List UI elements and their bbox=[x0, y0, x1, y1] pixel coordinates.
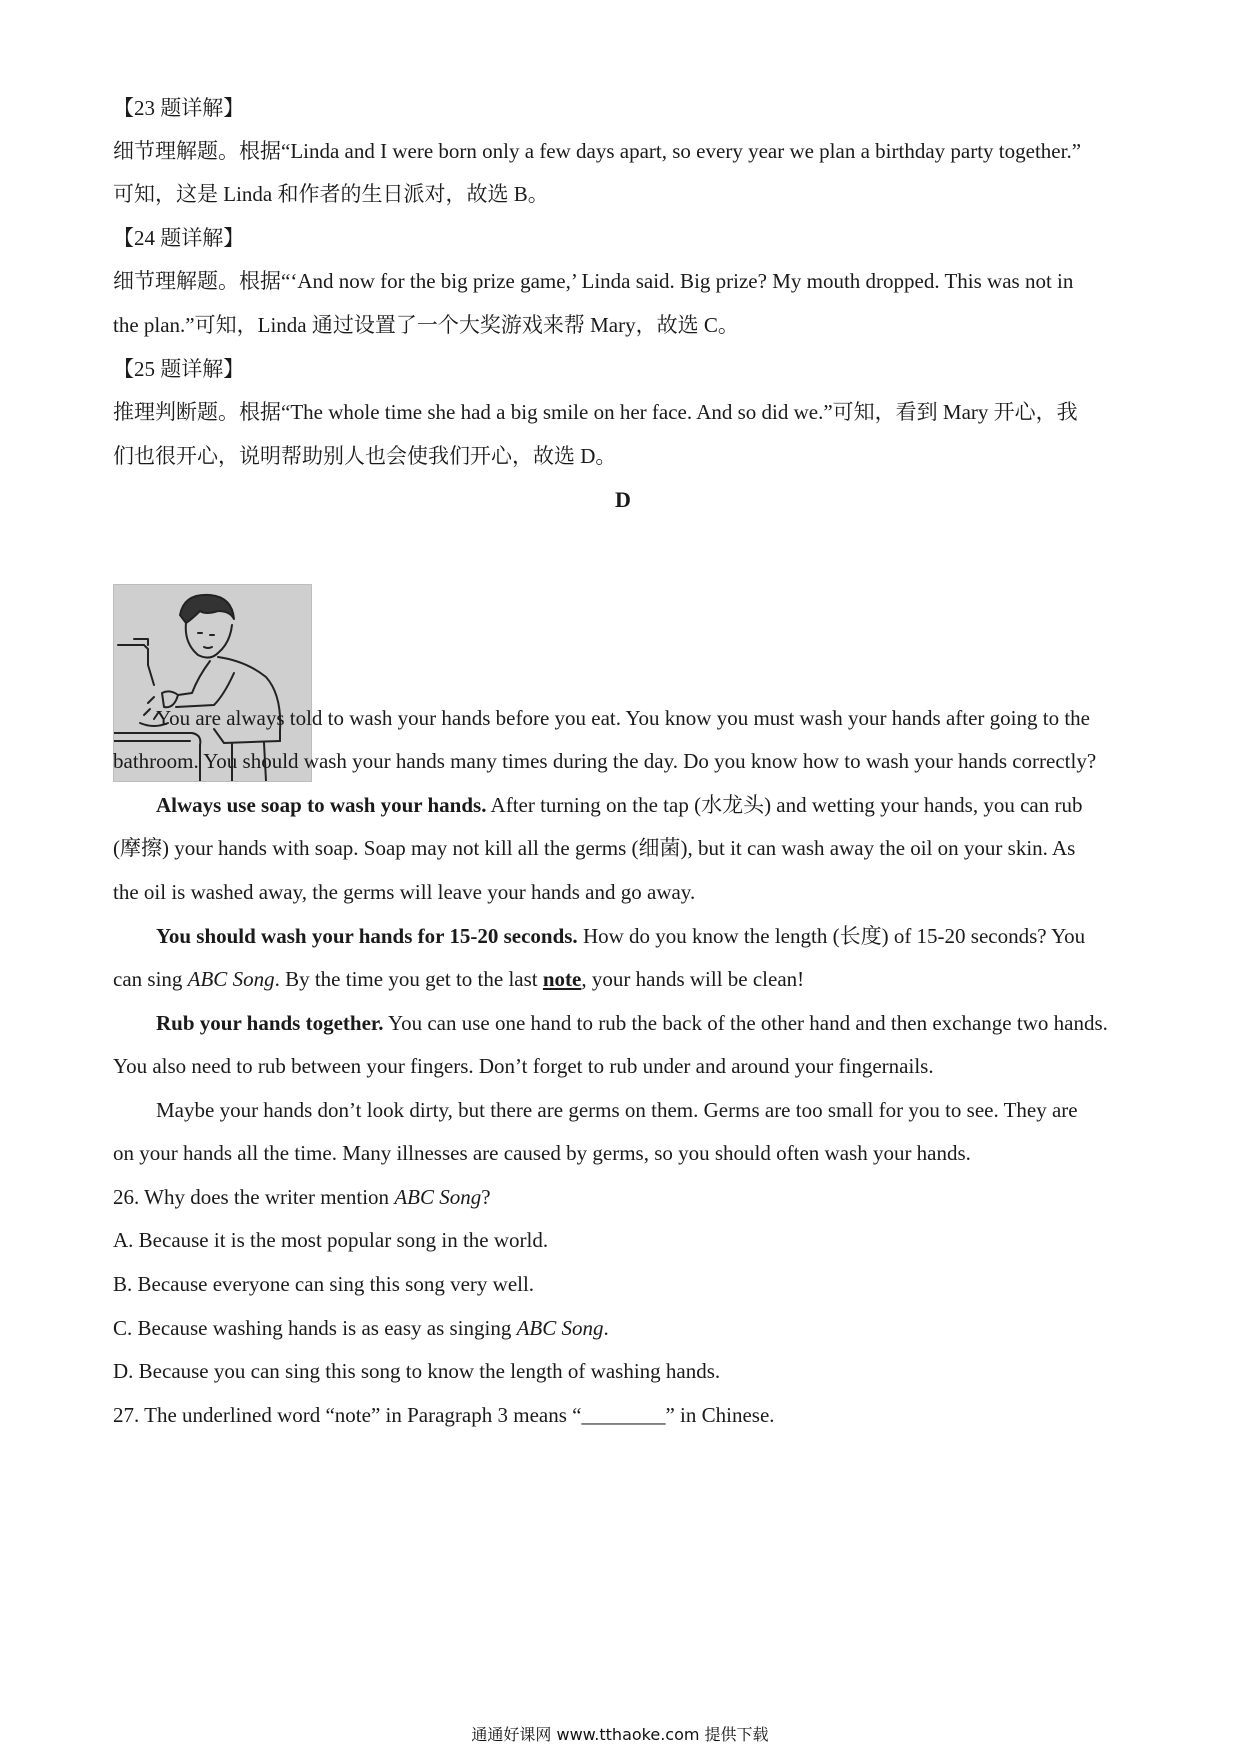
q24-heading: 【24 题详解】 bbox=[113, 226, 245, 250]
q26-option-c-song: ABC Song bbox=[516, 1316, 604, 1340]
q26-stem-a: 26. Why does the writer mention bbox=[113, 1185, 395, 1209]
q25-heading: 【25 题详解】 bbox=[113, 357, 245, 381]
p3-text-c: , your hands will be clean! bbox=[581, 967, 805, 991]
q26-option-d: D. Because you can sing this song to know the length of washing hands. bbox=[113, 1359, 721, 1383]
q25-line-2: 们也很开心，说明帮助别人也会使我们开心，故选 D。 bbox=[113, 444, 617, 468]
q26-option-c bbox=[113, 1316, 609, 1340]
passage-p2-line-3: the oil is washed away, the germs will leave your hands and go away. bbox=[113, 880, 696, 904]
q26-option-c-b: . bbox=[603, 1316, 609, 1340]
q23-line-2: 可知，这是 Linda 和作者的生日派对，故选 B。 bbox=[113, 182, 549, 206]
p3-text-b: . By the time you get to the last bbox=[274, 967, 543, 991]
p3-line-1-rest: How do you know the length (长度) of 15-20 seconds? You bbox=[577, 924, 1086, 948]
passage-p5-line-2: on your hands all the time. Many illnesses are caused by germs, so you should often wash your hands. bbox=[113, 1141, 971, 1165]
p4-topic-sentence: Rub your hands together. bbox=[156, 1011, 384, 1035]
q23-line-1: 细节理解题。根据“Linda and I were born only a few days apart, so every year we plan a birthday party together.” bbox=[113, 139, 1082, 163]
q26-song-title: ABC Song bbox=[394, 1185, 482, 1209]
q26-option-a: A. Because it is the most popular song in the world. bbox=[113, 1228, 549, 1252]
footer-source: 通通好课网 www.tthaoke.com 提供下载 bbox=[471, 1725, 769, 1744]
passage-p1-line-1: You are always told to wash your hands before you eat. You know you must wash your hands after going to the bbox=[156, 706, 1090, 730]
q24-line-2: the plan.”可知，Linda 通过设置了一个大奖游戏来帮 Mary，故选 C。 bbox=[113, 313, 739, 337]
q25-line-1: 推理判断题。根据“The whole time she had a big smile on her face. And so did we.”可知，看到 Mary 开心，我 bbox=[113, 400, 1078, 424]
passage-p2-line-1 bbox=[113, 793, 1083, 817]
p2-line-1-rest: After turning on the tap (水龙头) and wetting your hands, you can rub bbox=[486, 793, 1083, 817]
q26-option-b: B. Because everyone can sing this song very well. bbox=[113, 1272, 535, 1296]
q23-heading: 【23 题详解】 bbox=[113, 96, 245, 120]
passage-p1-line-2: bathroom. You should wash your hands many times during the day. Do you know how to wash your hands correctly? bbox=[113, 749, 1097, 773]
passage-p4-line-2: You also need to rub between your fingers. Don’t forget to rub under and around your fingernails. bbox=[113, 1054, 934, 1078]
abc-song-title: ABC Song bbox=[187, 967, 275, 991]
passage-p3-line-1 bbox=[113, 924, 1085, 948]
q26-option-c-a: C. Because washing hands is as easy as singing bbox=[113, 1316, 517, 1340]
section-title: D bbox=[615, 487, 631, 512]
q24-line-1: 细节理解题。根据“‘And now for the big prize game,’ Linda said. Big prize? My mouth dropped. This was not in bbox=[113, 269, 1074, 293]
q26-stem-b: ? bbox=[481, 1185, 491, 1209]
p4-line-1-rest: You can use one hand to rub the back of the other hand and then exchange two hands. bbox=[383, 1011, 1108, 1035]
p3-topic-sentence: You should wash your hands for 15-20 seconds. bbox=[156, 924, 578, 948]
passage-p4-line-1 bbox=[113, 1011, 1108, 1035]
p2-topic-sentence: Always use soap to wash your hands. bbox=[156, 793, 487, 817]
passage-p5-line-1: Maybe your hands don’t look dirty, but there are germs on them. Germs are too small for you to see. They are bbox=[156, 1098, 1078, 1122]
q26-stem bbox=[113, 1185, 491, 1209]
passage-p2-line-2: (摩擦) your hands with soap. Soap may not kill all the germs (细菌), but it can wash away the oil on your skin. As bbox=[113, 836, 1076, 860]
underlined-word-note: note bbox=[542, 967, 582, 991]
p3-text-a: can sing bbox=[113, 967, 188, 991]
q27-stem: 27. The underlined word “note” in Paragraph 3 means “________” in Chinese. bbox=[113, 1403, 775, 1427]
passage-p3-line-2 bbox=[113, 967, 804, 991]
